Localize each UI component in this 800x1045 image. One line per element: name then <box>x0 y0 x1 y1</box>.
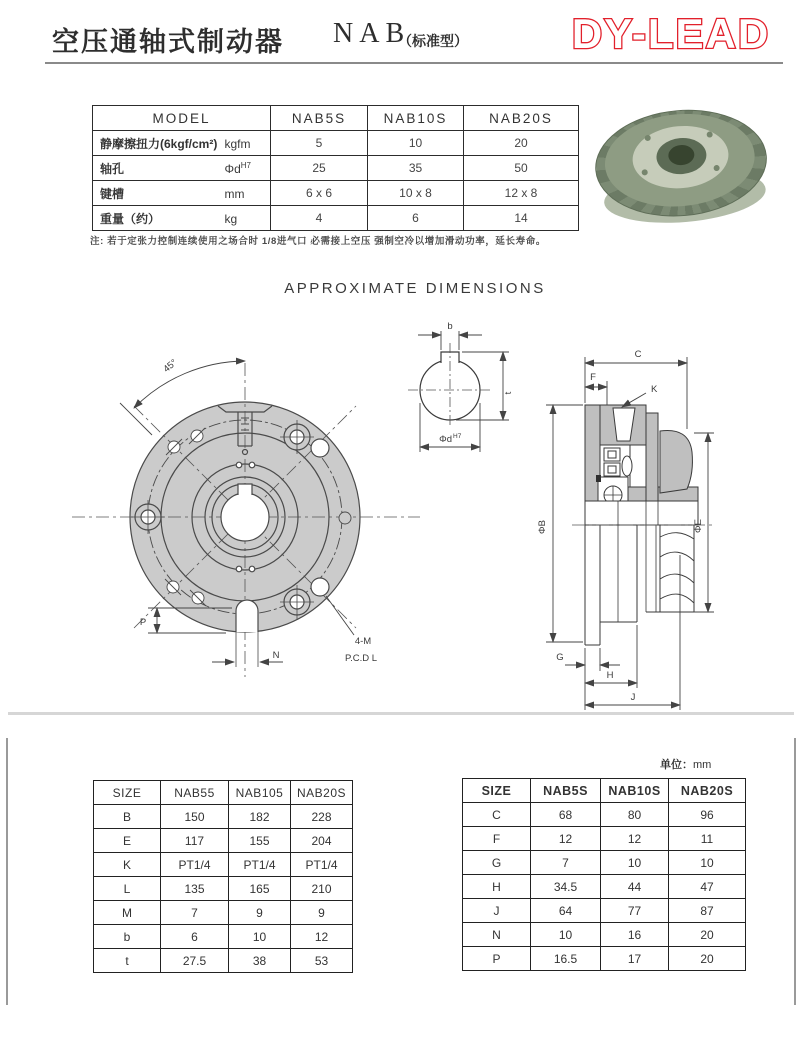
cell-value: 9 <box>291 901 353 925</box>
cell-value: 210 <box>291 877 353 901</box>
spec-label: 轴孔 <box>93 156 223 181</box>
dim-label-phi-d-sup: H7 <box>453 433 462 440</box>
dim-label-k: K <box>651 384 658 395</box>
cell-value: 96 <box>669 803 746 827</box>
cell-value: PT1/4 <box>291 853 353 877</box>
dim-label-pcd: P.C.D L <box>344 653 378 664</box>
cell-value: 150 <box>161 805 229 829</box>
table-row <box>94 901 353 925</box>
spec-label: 静摩擦扭力(6kgf/cm²) <box>93 131 223 156</box>
model-code: NAB <box>333 18 411 49</box>
spec-col-nab10s: NAB10S <box>368 106 464 131</box>
page-left-edge-line <box>6 738 8 1005</box>
dim-label-n: N <box>272 650 280 661</box>
cell-value: 44 <box>601 875 669 899</box>
spec-unit <box>223 206 271 231</box>
brand-logo <box>548 6 794 62</box>
table-row <box>463 923 746 947</box>
header-rule <box>45 62 783 64</box>
table-row <box>463 875 746 899</box>
table-row <box>94 925 353 949</box>
shaft-detail-drawing <box>408 321 514 452</box>
unit-value: mm <box>693 759 712 771</box>
col-header: NAB20S <box>291 781 353 805</box>
spec-value: 10 <box>368 131 464 156</box>
dim-label-phi-e: ΦE <box>693 519 704 533</box>
dim-label-h: H <box>606 670 614 681</box>
product-photo <box>590 93 775 233</box>
cell-value: PT1/4 <box>161 853 229 877</box>
cell-value: 16 <box>601 923 669 947</box>
cell-value: 182 <box>229 805 291 829</box>
spec-label: 重量（约） <box>93 206 223 231</box>
cell-value: 80 <box>601 803 669 827</box>
cell-value: 38 <box>229 949 291 973</box>
cell-value: 117 <box>161 829 229 853</box>
spec-row-bore <box>93 156 579 181</box>
spec-unit <box>223 131 271 156</box>
front-view-drawing <box>72 357 420 677</box>
col-header: NAB10S <box>601 779 669 803</box>
spec-value: 20 <box>464 131 579 156</box>
unit-text: kgfm <box>224 136 251 151</box>
cell-value: 10 <box>531 923 601 947</box>
cell-value: 9 <box>229 901 291 925</box>
size-label: K <box>94 853 161 877</box>
spec-model-header: MODEL <box>93 106 271 131</box>
table-row <box>463 947 746 971</box>
table-row <box>463 899 746 923</box>
spec-header-row <box>93 106 579 131</box>
dim-label-f: F <box>590 372 596 383</box>
spec-value: 6 <box>368 206 464 231</box>
size-label: P <box>463 947 531 971</box>
size-label: J <box>463 899 531 923</box>
spec-value: 35 <box>368 156 464 181</box>
dimension-table-right <box>462 778 746 971</box>
unit-sup: H7 <box>240 160 251 170</box>
dim-label-p: P <box>139 617 147 628</box>
unit-text: Φd <box>224 161 241 176</box>
cell-value: 12 <box>291 925 353 949</box>
table-header-row <box>463 779 746 803</box>
dim-label-j: J <box>630 692 636 703</box>
cell-value: 10 <box>601 851 669 875</box>
cell-value: 64 <box>531 899 601 923</box>
table-row <box>463 851 746 875</box>
col-header: NAB20S <box>669 779 746 803</box>
unit-text: kg <box>224 211 238 226</box>
cell-value: 204 <box>291 829 353 853</box>
unit-text: mm <box>224 186 245 201</box>
size-label: G <box>463 851 531 875</box>
spec-row-torque <box>93 131 579 156</box>
table-row <box>94 949 353 973</box>
cell-value: PT1/4 <box>229 853 291 877</box>
cell-value: 77 <box>601 899 669 923</box>
dim-label-45deg: 45° <box>161 357 180 375</box>
cell-value: 87 <box>669 899 746 923</box>
spec-unit <box>223 156 271 181</box>
spec-table <box>92 105 579 231</box>
size-label: H <box>463 875 531 899</box>
cell-value: 6 <box>161 925 229 949</box>
cell-value: 16.5 <box>531 947 601 971</box>
cell-value: 7 <box>531 851 601 875</box>
page-right-edge-line <box>794 738 796 1005</box>
cell-value: 53 <box>291 949 353 973</box>
size-label: t <box>94 949 161 973</box>
cell-value: 20 <box>669 947 746 971</box>
size-label: C <box>463 803 531 827</box>
size-label: F <box>463 827 531 851</box>
section-divider <box>8 712 794 715</box>
model-variant: （标准型） <box>398 33 468 49</box>
size-label: E <box>94 829 161 853</box>
cell-value: 12 <box>601 827 669 851</box>
cell-value: 27.5 <box>161 949 229 973</box>
col-header: SIZE <box>463 779 531 803</box>
dim-label-b: b <box>447 321 453 332</box>
cell-value: 11 <box>669 827 746 851</box>
dim-label-4m: 4-M <box>354 636 372 647</box>
table-row <box>94 877 353 901</box>
cell-value: 34.5 <box>531 875 601 899</box>
table-row <box>94 829 353 853</box>
unit-note <box>660 756 711 772</box>
table-row <box>463 827 746 851</box>
cell-value: 135 <box>161 877 229 901</box>
dim-label-phi-d: Φd <box>439 434 452 445</box>
spec-col-nab5s: NAB5S <box>271 106 368 131</box>
size-label: N <box>463 923 531 947</box>
spec-value: 14 <box>464 206 579 231</box>
cell-value: 17 <box>601 947 669 971</box>
cell-value: 228 <box>291 805 353 829</box>
col-header: NAB105 <box>229 781 291 805</box>
col-header: SIZE <box>94 781 161 805</box>
dim-label-g: G <box>556 652 564 663</box>
spec-col-nab20s: NAB20S <box>464 106 579 131</box>
page-title: 空压通轴式制动器 <box>52 27 284 57</box>
table-row <box>94 853 353 877</box>
usage-note: 注: 若于定张力控制连续使用之场合时 1/8进气口 必需接上空压 强制空冷以增加滑动功率，延长寿命。 <box>90 236 546 247</box>
size-label: M <box>94 901 161 925</box>
spec-value: 5 <box>271 131 368 156</box>
size-label: b <box>94 925 161 949</box>
unit-label: 单位： <box>660 759 693 771</box>
col-header: NAB55 <box>161 781 229 805</box>
cross-section-drawing <box>537 349 714 710</box>
dimension-drawings <box>0 305 800 715</box>
dimension-table-left <box>93 780 353 973</box>
spec-row-weight <box>93 206 579 231</box>
spec-value: 50 <box>464 156 579 181</box>
cell-value: 47 <box>669 875 746 899</box>
brand-logo-text: DY-LEAD <box>571 10 771 57</box>
table-header-row <box>94 781 353 805</box>
col-header: NAB5S <box>531 779 601 803</box>
spec-value: 4 <box>271 206 368 231</box>
dim-label-c: C <box>634 349 642 360</box>
dim-label-phi-b: ΦB <box>537 520 548 534</box>
cell-value: 20 <box>669 923 746 947</box>
spec-value: 12 x 8 <box>464 181 579 206</box>
spec-row-keyway <box>93 181 579 206</box>
cell-value: 7 <box>161 901 229 925</box>
table-row <box>463 803 746 827</box>
spec-value: 10 x 8 <box>368 181 464 206</box>
cell-value: 10 <box>229 925 291 949</box>
size-label: B <box>94 805 161 829</box>
size-label: L <box>94 877 161 901</box>
table-row <box>94 805 353 829</box>
cell-value: 155 <box>229 829 291 853</box>
spec-label: 键槽 <box>93 181 223 206</box>
cell-value: 10 <box>669 851 746 875</box>
spec-unit <box>223 181 271 206</box>
cell-value: 68 <box>531 803 601 827</box>
dim-label-t: t <box>503 391 514 395</box>
dimensions-heading: APPROXIMATE DIMENSIONS <box>284 280 546 297</box>
cell-value: 12 <box>531 827 601 851</box>
cell-value: 165 <box>229 877 291 901</box>
spec-value: 25 <box>271 156 368 181</box>
spec-value: 6 x 6 <box>271 181 368 206</box>
